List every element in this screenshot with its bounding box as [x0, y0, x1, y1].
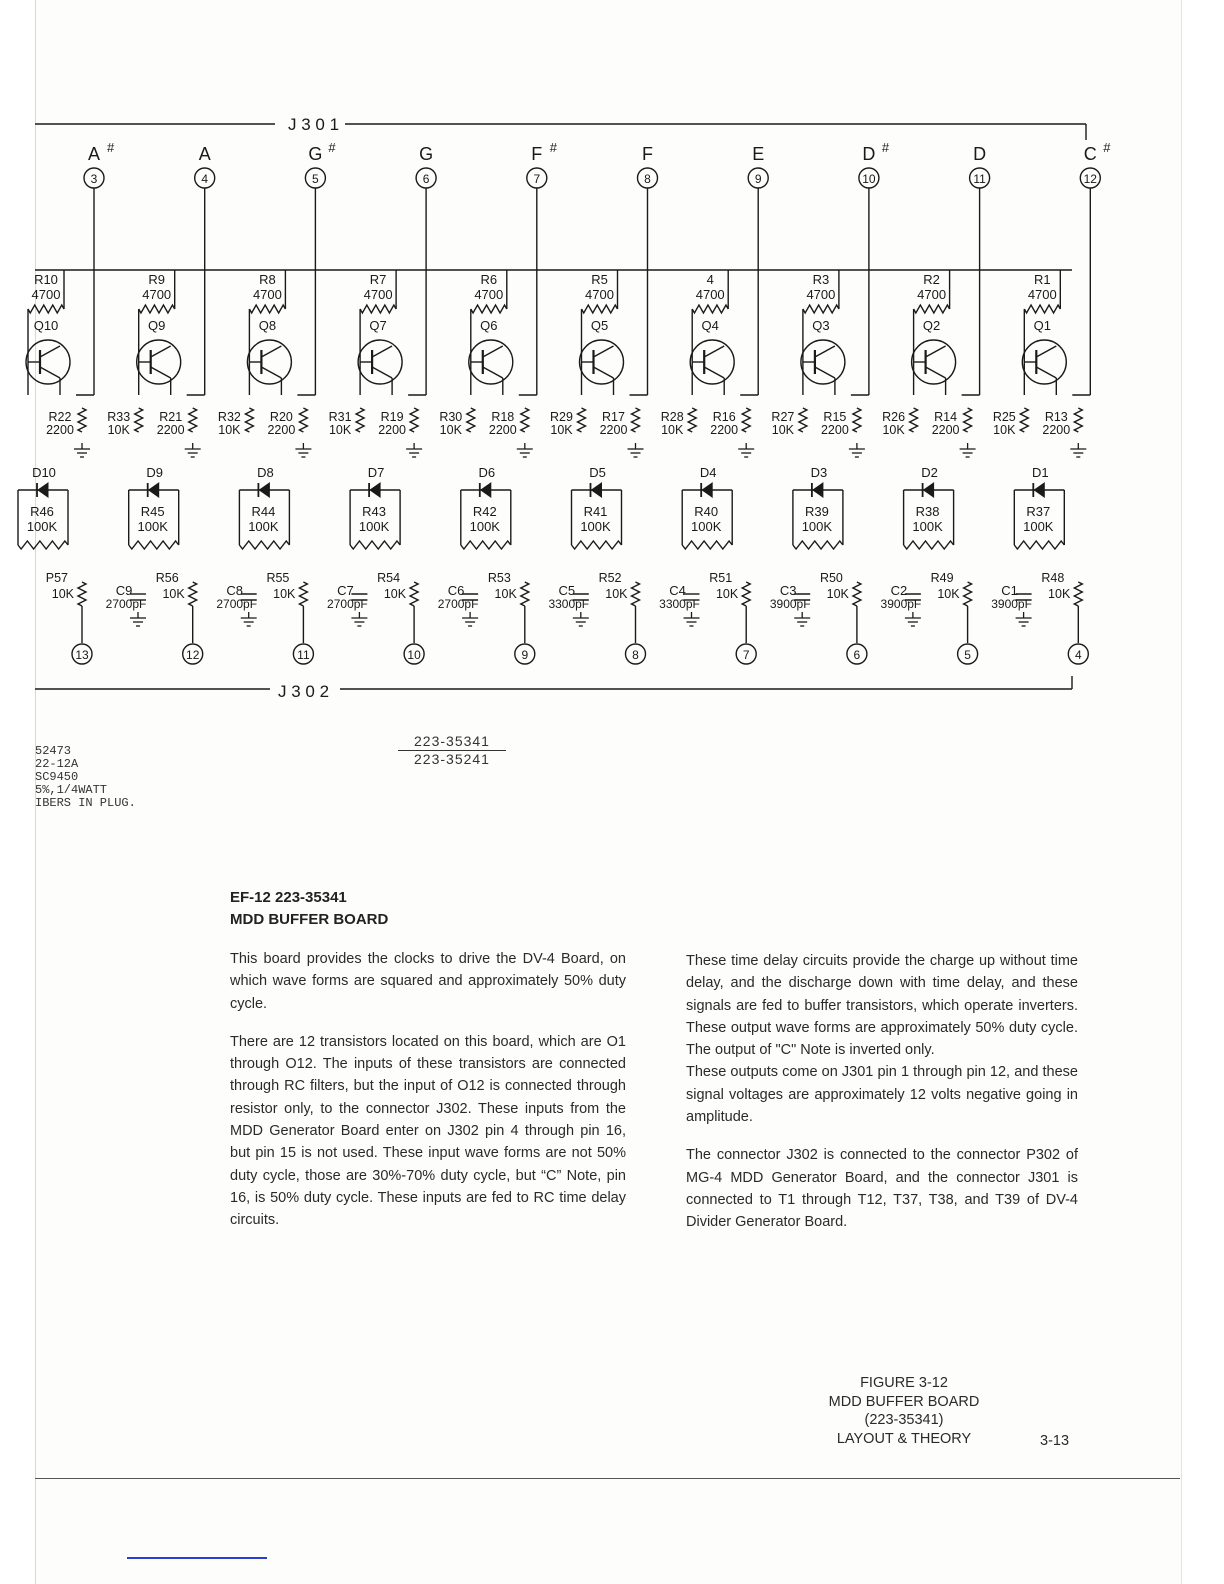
pin-number: 11 — [297, 648, 310, 662]
collector-resistor — [914, 305, 950, 313]
caption-line: MDD BUFFER BOARD — [828, 1393, 980, 1410]
feedback-resistor — [904, 541, 954, 549]
collector-resistor-label: R2 — [923, 272, 940, 287]
pin-number: 9 — [754, 172, 762, 186]
collector-resistor-value: 4700 — [474, 287, 504, 302]
input-resistor-value: 10K — [162, 587, 185, 601]
diode-label: D6 — [478, 465, 496, 480]
pin-number: 5 — [312, 172, 319, 186]
note-label: F — [531, 144, 543, 164]
collector-resistor-label: R8 — [259, 272, 276, 287]
feedback-resistor — [461, 541, 511, 549]
transistor-collector — [704, 346, 724, 357]
feedback-resistor — [129, 541, 179, 549]
transistor-stages — [18, 140, 1111, 664]
note-line: IBERS IN PLUG. — [35, 796, 136, 810]
transistor-emitter — [704, 367, 724, 378]
diode-label: D4 — [699, 465, 717, 480]
collector-resistor-label: R10 — [34, 272, 58, 287]
feedback-resistor-value: 100K — [912, 519, 943, 534]
capacitor-value: 3900pF — [991, 597, 1032, 611]
note-line: 22-12A — [35, 757, 79, 771]
diode-label: D9 — [146, 465, 164, 480]
pin-number: 3 — [90, 172, 98, 186]
bottom-rule — [35, 1478, 1180, 1479]
emitter-resistor-value: 2200 — [1042, 423, 1071, 437]
capacitor-value: 2700pF — [105, 597, 147, 611]
base-resistor — [356, 408, 364, 432]
collector-resistor-value: 4700 — [806, 287, 836, 302]
feedback-resistor — [239, 541, 289, 549]
emitter-resistor-label: R20 — [269, 410, 293, 424]
collector-resistor — [471, 305, 507, 313]
feedback-resistor-value: 100K — [469, 519, 500, 534]
base-resistor — [578, 408, 586, 432]
pin-number: 7 — [533, 172, 541, 186]
emitter-resistor-label: R15 — [823, 410, 847, 424]
capacitor-label: C3 — [779, 583, 797, 598]
capacitor-value: 3300pF — [659, 597, 700, 611]
sharp-sign: # — [1103, 140, 1111, 155]
collector-resistor — [139, 305, 175, 313]
emitter-resistor-label: R16 — [712, 410, 736, 424]
base-resistor-value: 10K — [218, 423, 241, 437]
pin-number: 8 — [644, 172, 651, 186]
collector-resistor-value: 4700 — [1027, 287, 1057, 302]
transistor-collector — [372, 346, 392, 357]
transistor-collector — [815, 346, 835, 357]
collector-resistor-label: R1 — [1033, 272, 1051, 287]
diode-label: D7 — [367, 465, 385, 480]
base-resistor-value: 10K — [107, 423, 130, 437]
feedback-resistor — [1014, 541, 1064, 549]
note-label: D — [862, 144, 876, 164]
input-resistor-value: 10K — [715, 587, 739, 601]
emitter-resistor-value: 2200 — [488, 423, 517, 437]
body-column-right — [686, 950, 1078, 1250]
collector-resistor-value: 4700 — [695, 287, 725, 302]
base-resistor-value: 10K — [439, 423, 462, 437]
diode-symbol — [702, 483, 712, 497]
input-resistor-label: R53 — [487, 571, 511, 585]
emitter-resistor-value: 2200 — [599, 423, 628, 437]
feedback-resistor-label: R40 — [694, 504, 719, 519]
transistor-emitter — [261, 367, 281, 378]
input-resistor-label: R51 — [709, 571, 733, 585]
feedback-resistor — [682, 541, 732, 549]
body-column-left — [230, 948, 626, 1248]
capacitor-label: C5 — [558, 583, 576, 598]
diode-symbol — [481, 483, 491, 497]
base-resistor — [910, 408, 918, 432]
emitter-resistor — [78, 408, 86, 432]
input-resistor-label: R55 — [266, 571, 290, 585]
emitter-resistor-value: 2200 — [156, 423, 185, 437]
diode-symbol — [813, 483, 823, 497]
capacitor-label: C8 — [226, 583, 244, 598]
transistor-emitter — [151, 367, 171, 378]
note-label: G — [308, 144, 323, 164]
diode-symbol — [1034, 483, 1044, 497]
emitter-resistor — [964, 408, 972, 432]
part-number-secondary: 223-35241 — [414, 751, 490, 767]
base-resistor-value: 10K — [550, 423, 573, 437]
base-resistor-label: R26 — [882, 410, 906, 424]
diode-label: D10 — [32, 465, 56, 480]
collector-resistor-value: 4700 — [31, 287, 61, 302]
input-resistor-label: R50 — [819, 571, 843, 585]
note-line: SC9450 — [35, 770, 79, 784]
schematic-notes — [35, 745, 136, 810]
note-line: 5%,1/4WATT — [35, 783, 108, 797]
collector-resistor — [582, 305, 618, 313]
caption-line: FIGURE 3-12 — [860, 1375, 948, 1391]
pin-number: 10 — [407, 648, 421, 662]
emitter-resistor-value: 2200 — [378, 423, 407, 437]
emitter-resistor — [853, 408, 861, 432]
emitter-resistor — [1074, 408, 1082, 432]
collector-resistor — [360, 305, 396, 313]
sharp-sign: # — [328, 140, 336, 155]
base-resistor-value: 10K — [882, 423, 905, 437]
sharp-sign: # — [107, 140, 115, 155]
transistor-label: Q5 — [590, 318, 609, 333]
emitter-resistor-label: R19 — [380, 410, 404, 424]
capacitor-label: C4 — [669, 583, 686, 598]
input-resistor-label: R52 — [598, 571, 622, 585]
diode-symbol — [592, 483, 602, 497]
collector-resistor-value: 4700 — [917, 287, 947, 302]
feedback-resistor — [18, 541, 68, 549]
transistor-emitter — [483, 367, 503, 378]
feedback-resistor-value: 100K — [248, 519, 279, 534]
transistor-label: Q8 — [258, 318, 277, 333]
feedback-resistor-value: 100K — [358, 519, 390, 534]
feedback-resistor-label: R37 — [1026, 504, 1051, 519]
input-resistor-value: 10K — [826, 587, 849, 601]
diode-label: D5 — [589, 465, 606, 480]
base-resistor-label: R32 — [217, 410, 241, 424]
feedback-resistor — [793, 541, 843, 549]
collector-resistor-label: 4 — [706, 272, 714, 287]
transistor-emitter — [1036, 367, 1056, 378]
capacitor-label: C6 — [447, 583, 465, 598]
capacitor-value: 2700pF — [327, 597, 368, 611]
collector-resistor-label: R7 — [369, 272, 387, 287]
base-resistor — [135, 408, 143, 432]
base-resistor-label: R29 — [550, 410, 573, 424]
pin-number: 4 — [201, 172, 209, 186]
emitter-resistor-label: R13 — [1044, 410, 1068, 424]
part-number-block — [398, 733, 506, 767]
transistor-label: Q6 — [480, 318, 498, 333]
board-heading-line2: MDD BUFFER BOARD — [230, 911, 389, 928]
input-resistor — [521, 582, 529, 606]
emitter-resistor — [189, 408, 197, 432]
emitter-resistor — [521, 408, 529, 432]
base-resistor-value: 10K — [661, 423, 684, 437]
note-label: A — [87, 144, 101, 164]
feedback-resistor-label: R39 — [804, 504, 829, 519]
collector-resistor-value: 4700 — [142, 287, 172, 302]
board-heading — [230, 887, 388, 931]
transistor-emitter — [372, 367, 392, 378]
transistor-emitter — [594, 367, 614, 378]
note-label: F — [642, 144, 653, 164]
note-label: D — [973, 144, 987, 164]
feedback-resistor-label: R43 — [362, 504, 387, 519]
transistor-collector — [594, 346, 614, 357]
pin-number: 13 — [75, 648, 89, 662]
capacitor-label: C1 — [1001, 583, 1018, 598]
input-resistor — [742, 582, 750, 606]
feedback-resistor-label: R42 — [472, 504, 497, 519]
board-heading-line1: EF-12 223-35341 — [230, 889, 347, 906]
input-resistor-label: R48 — [1041, 571, 1065, 585]
note-line: 52473 — [35, 744, 72, 758]
transistor-emitter — [926, 367, 946, 378]
input-resistor — [78, 582, 86, 606]
base-resistor-label: R25 — [992, 410, 1016, 424]
diode-symbol — [149, 483, 159, 497]
base-resistor-value: 10K — [328, 423, 352, 437]
base-resistor-value: 10K — [771, 423, 795, 437]
pin-number: 6 — [853, 648, 861, 662]
input-resistor — [853, 582, 861, 606]
paragraph: These outputs come on J301 pin 1 through pin 12, and these signal voltages are approximately 12 volts negative going in amplitude. — [686, 1064, 1078, 1126]
note-label: G — [419, 144, 434, 164]
part-number-primary: 223-35341 — [398, 733, 506, 751]
emitter-resistor — [410, 408, 418, 432]
collector-resistor-label: R6 — [480, 272, 498, 287]
paragraph: These time delay circuits provide the charge up without time delay, and the discharge down with time delay, and these signals are fed to buffer transistors, which operate inverters. These output wave forms are approximately 50% duty cycle. The output of "C" Note is inverted only. — [686, 953, 1078, 1059]
emitter-resistor-value: 2200 — [267, 423, 296, 437]
capacitor-label: C9 — [115, 583, 133, 598]
emitter-resistor — [632, 408, 640, 432]
j302-label: J 3 0 2 — [278, 682, 330, 701]
capacitor-value: 2700pF — [437, 597, 479, 611]
collector-resistor-label: R3 — [812, 272, 830, 287]
collector-resistor-label: R9 — [148, 272, 166, 287]
capacitor-value: 3900pF — [880, 597, 922, 611]
emitter-resistor-label: R21 — [159, 410, 183, 424]
input-resistor-label: R49 — [930, 571, 954, 585]
feedback-resistor-value: 100K — [691, 519, 722, 534]
emitter-resistor-value: 2200 — [820, 423, 849, 437]
feedback-resistor-label: R38 — [915, 504, 940, 519]
input-resistor — [410, 582, 418, 606]
diode-symbol — [924, 483, 934, 497]
paragraph: This board provides the clocks to drive the DV-4 Board, on which wave forms are squared and approximately 50% duty cycle. — [230, 951, 626, 1012]
page-number: 3-13 — [1040, 1433, 1070, 1449]
input-resistor-label: P57 — [45, 571, 68, 585]
transistor-label: Q3 — [812, 318, 830, 333]
diode-label: D2 — [921, 465, 938, 480]
pin-number: 10 — [862, 172, 876, 186]
capacitor-value: 2700pF — [216, 597, 258, 611]
input-resistor — [632, 582, 640, 606]
collector-resistor — [249, 305, 285, 313]
collector-resistor — [803, 305, 839, 313]
transistor-collector — [151, 346, 171, 357]
transistor-label: Q2 — [922, 318, 941, 333]
emitter-resistor-value: 2200 — [46, 423, 74, 437]
transistor-label: Q4 — [701, 318, 719, 333]
note-label: C — [1083, 144, 1097, 164]
base-resistor — [688, 408, 696, 432]
emitter-resistor-value: 2200 — [931, 423, 960, 437]
transistor-label: Q1 — [1033, 318, 1051, 333]
transistor-label: Q10 — [33, 318, 59, 333]
pin-number: 9 — [521, 648, 529, 662]
emitter-resistor — [742, 408, 750, 432]
input-resistor-value: 10K — [51, 587, 74, 601]
transistor-collector — [483, 346, 503, 357]
base-resistor — [245, 408, 253, 432]
capacitor-label: C7 — [337, 583, 354, 598]
pin-number: 12 — [186, 648, 200, 662]
sharp-sign: # — [549, 140, 558, 155]
transistor-label: Q9 — [148, 318, 166, 333]
feedback-resistor-value: 100K — [801, 519, 833, 534]
input-resistor-value: 10K — [383, 587, 407, 601]
feedback-resistor — [350, 541, 400, 549]
base-resistor-label: R33 — [107, 410, 131, 424]
input-resistor — [189, 582, 197, 606]
transistor-emitter — [40, 367, 60, 378]
base-resistor — [799, 408, 807, 432]
base-resistor-label: R28 — [660, 410, 684, 424]
diode-label: D3 — [810, 465, 828, 480]
pin-number: 4 — [1074, 648, 1082, 662]
base-resistor-value: 10K — [993, 423, 1016, 437]
figure-caption — [800, 1374, 1008, 1448]
base-resistor — [1020, 408, 1028, 432]
pin-number: 5 — [964, 648, 971, 662]
note-label: E — [752, 144, 765, 164]
base-resistor-label: R30 — [439, 410, 463, 424]
diode-label: D8 — [257, 465, 274, 480]
collector-resistor-value: 4700 — [363, 287, 393, 302]
caption-line: (223-35341) — [864, 1412, 944, 1428]
base-resistor-label: R31 — [328, 410, 352, 424]
paragraph: The connector J302 is connected to the connector P302 of MG-4 MDD Generator Board, and the connector J301 is connected to T1 through T12, T37, T38, and T39 of DV-4 Divider Generator Board. — [686, 1147, 1078, 1231]
diode-symbol — [370, 483, 380, 497]
transistor-collector — [261, 346, 281, 357]
emitter-resistor — [299, 408, 307, 432]
capacitor-value: 3300pF — [548, 597, 590, 611]
transistor-collector — [926, 346, 946, 357]
feedback-resistor-value: 100K — [26, 519, 58, 534]
collector-resistor-value: 4700 — [252, 287, 282, 302]
emitter-resistor-label: R14 — [934, 410, 958, 424]
collector-resistor-label: R5 — [591, 272, 608, 287]
schematic-diagram — [0, 0, 1224, 720]
sharp-sign: # — [881, 140, 890, 155]
input-resistor — [964, 582, 972, 606]
feedback-resistor-value: 100K — [137, 519, 168, 534]
feedback-resistor-value: 100K — [580, 519, 611, 534]
input-resistor-value: 10K — [1048, 587, 1071, 601]
pin-number: 11 — [973, 172, 986, 186]
collector-resistor — [692, 305, 728, 313]
note-label: A — [198, 144, 211, 164]
j301-label: J 3 0 1 — [288, 115, 340, 134]
feedback-resistor-label: R41 — [583, 504, 608, 519]
paragraph: There are 12 transistors located on this board, which are O1 through O12. The inputs of these transistors are connected through RC filters, but the input of O12 is connected through resistor only, to the connector J302. These inputs from the MDD Generator Board enter on J302 pin 4 through pin 16, but pin 15 is not used. These input wave forms are not 50% duty cycle, those are 30%-70% duty cycle, but “C” Note, pin 16, is 50% duty cycle. These inputs are fed to RC time delay circuits. — [230, 1033, 626, 1229]
collector-resistor — [1024, 305, 1060, 313]
feedback-resistor-label: R46 — [30, 504, 54, 519]
diode-label: D1 — [1031, 465, 1049, 480]
transistor-emitter — [815, 367, 835, 378]
base-resistor — [467, 408, 475, 432]
diode-symbol — [259, 483, 269, 497]
input-resistor-value: 10K — [937, 587, 960, 601]
input-resistor-value: 10K — [605, 587, 628, 601]
collector-resistor — [28, 305, 64, 313]
capacitor-label: C2 — [890, 583, 908, 598]
feedback-resistor-label: R45 — [140, 504, 165, 519]
feedback-resistor-value: 100K — [1023, 519, 1054, 534]
emitter-resistor-label: R17 — [602, 410, 625, 424]
transistor-collector — [40, 346, 60, 357]
transistor-label: Q7 — [369, 318, 387, 333]
input-resistor — [299, 582, 307, 606]
pin-number: 12 — [1083, 172, 1097, 186]
input-resistor-label: R56 — [155, 571, 179, 585]
emitter-resistor-label: R18 — [491, 410, 515, 424]
collector-resistor-value: 4700 — [585, 287, 614, 302]
base-resistor-label: R27 — [771, 410, 795, 424]
input-resistor-value: 10K — [273, 587, 296, 601]
pin-number: 7 — [742, 648, 750, 662]
pin-number: 6 — [422, 172, 430, 186]
feedback-resistor — [572, 541, 622, 549]
blue-mark — [127, 1557, 267, 1559]
transistor-collector — [1036, 346, 1056, 357]
capacitor-value: 3900pF — [769, 597, 811, 611]
stage-q10 — [18, 140, 146, 664]
input-resistor-value: 10K — [494, 587, 517, 601]
emitter-resistor-value: 2200 — [710, 423, 739, 437]
diode-symbol — [38, 483, 48, 497]
input-resistor — [1074, 582, 1082, 606]
feedback-resistor-label: R44 — [251, 504, 276, 519]
input-resistor-label: R54 — [377, 571, 401, 585]
pin-number: 8 — [632, 648, 639, 662]
emitter-resistor-label: R22 — [48, 410, 72, 424]
caption-line: LAYOUT & THEORY — [836, 1430, 972, 1447]
